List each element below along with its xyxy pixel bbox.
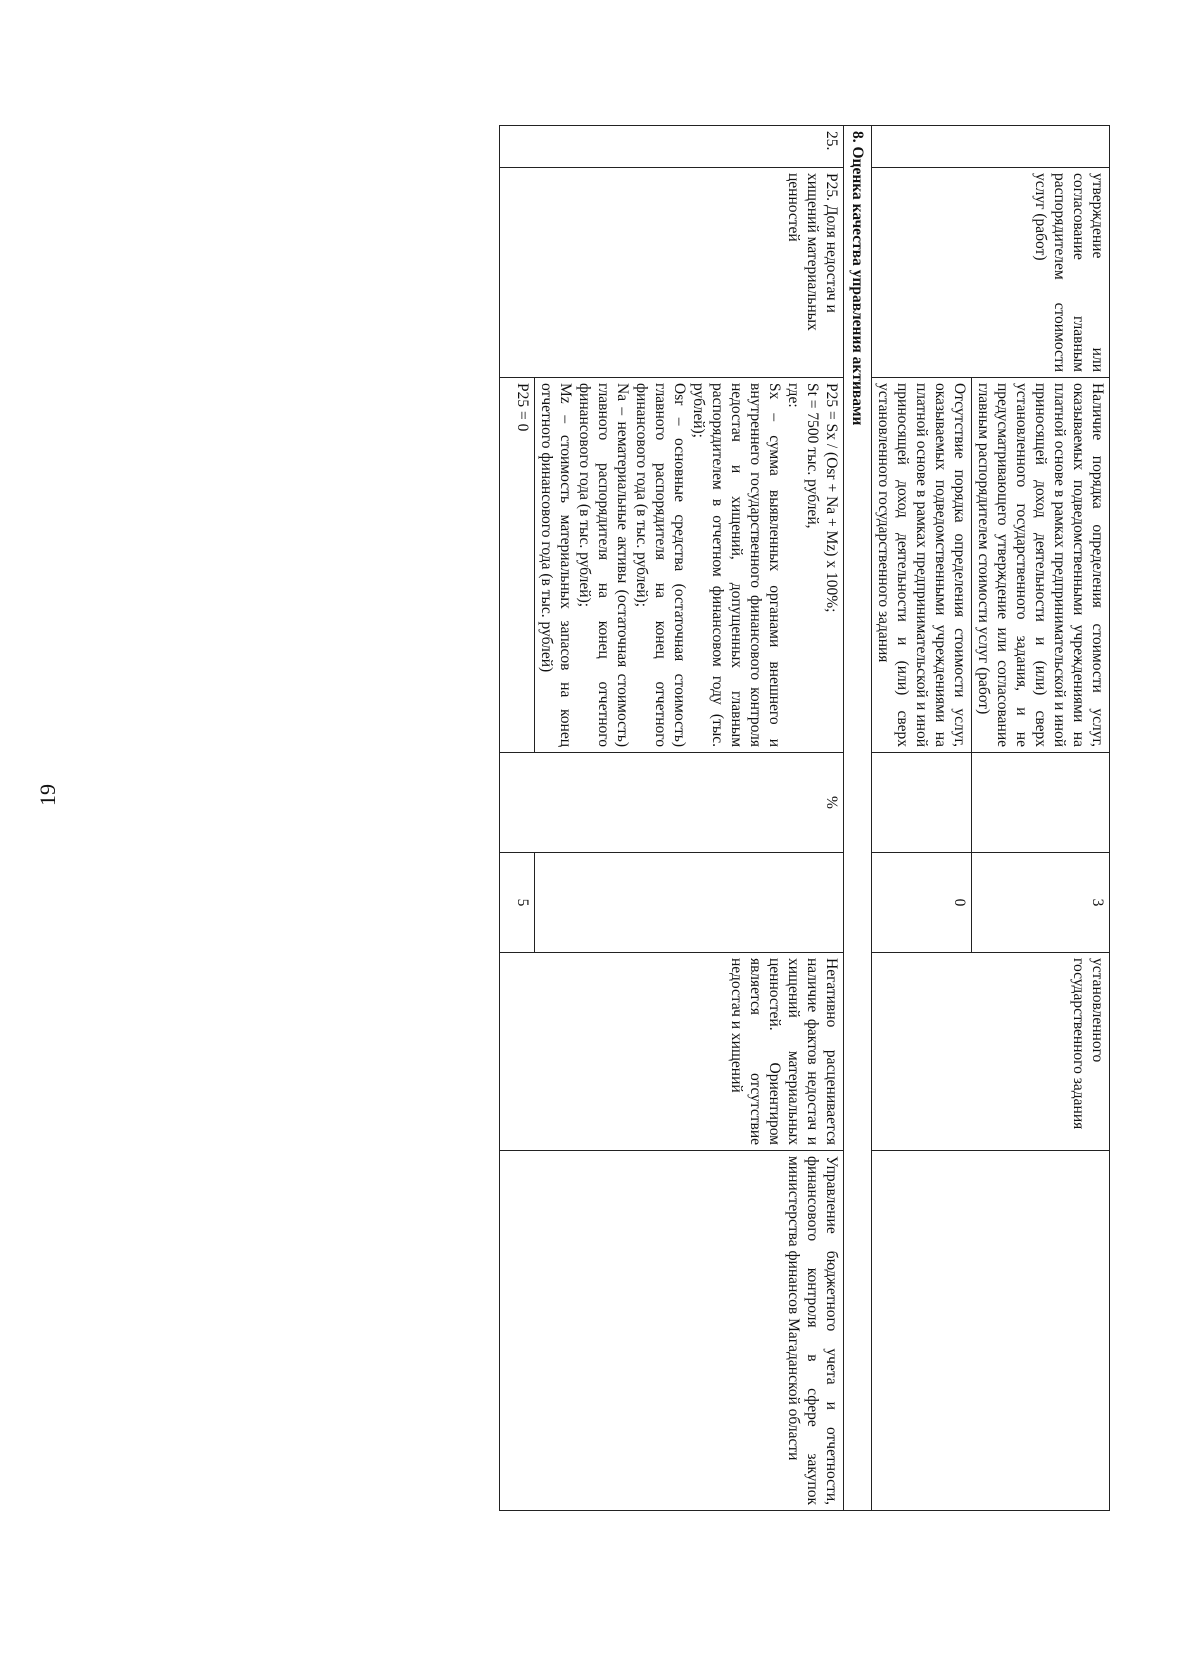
section-header-row [844,126,872,1511]
criteria-table [499,125,1110,1511]
formula-cell: Отсутствие порядка определения стоимости услуг, оказываемых подведомственными учреждениями на платной основе в рамках предпринимательской и иной приносящей доход деятельности и (или) сверх установленного государственного задания [872,378,972,753]
formula-cell: P25 = 0 [500,378,535,753]
table-row [535,126,844,1511]
unit-cell-empty [872,753,972,853]
formula-cell: Наличие порядка определения стоимости услуг, оказываемых подведомственными учреждениями на платной основе в рамках предпринимательской и иной приносящей доход деятельности и (или) сверх установленного государственного задания, и не предусматривающего утверждение или согласование главным распорядителем стоимости услуг (работ) [972,378,1110,753]
table-row [972,126,1110,1511]
num-cell: 25. [500,126,844,168]
score-cell-empty [535,853,844,953]
rotated-table-container [110,125,1110,1510]
responsible-cell-empty [872,1151,1110,1511]
page-number: 19 [35,784,60,806]
indicator-name-cell: P25. Доля недостач и хищений материальных ценностей [500,168,844,378]
formula-cell [535,378,844,753]
score-cell: 0 [872,853,972,953]
formula-line: Na – нематериальные активы (остаточная стоимость) главного распорядителя на конец отчетного финансового года (в тыс. рублей); [576,383,631,747]
formula-line: P25 = Sx / (Osr + Na + Mz) x 100%; [823,383,840,613]
formula-line: Mz – стоимость материальных запасов на конец отчетного финансового года (в тыс. рублей) [538,383,574,747]
section-title: 8. Оценка качества управления активами [844,126,872,1511]
formula-line: St = 7500 тыс. рублей, [804,383,821,529]
unit-cell-empty [972,753,1110,853]
score-cell: 3 [972,853,1110,953]
score-cell: 5 [500,853,535,953]
num-cell-empty [872,126,1110,168]
unit-cell: % [500,753,844,853]
formula-line: Osr – основные средства (остаточная стоимость) главного распорядителя на конец отчетного финансового года (в тыс. рублей); [633,383,688,747]
comment-cell: установленного государственного задания [872,953,1110,1151]
formula-line: Sx – сумма выявленных органами внешнего и внутреннего государственного финансового контроля недостач и хищений, допущенных главным распорядителем в отчетном финансовом году (тыс. рублей); [690,383,783,747]
formula-line: где: [785,383,802,408]
indicator-name-cell: утверждение или согласование главным распорядителем стоимости услуг (работ) [872,168,1110,378]
responsible-cell: Управление бюджетного учета и отчетности, финансового контроля в сфере закупок министерства финансов Магаданской области [500,1151,844,1511]
comment-cell: Негативно расценивается наличие фактов недостач и хищений материальных ценностей. Ориентиром является отсутствие недостач и хищений [500,953,844,1151]
